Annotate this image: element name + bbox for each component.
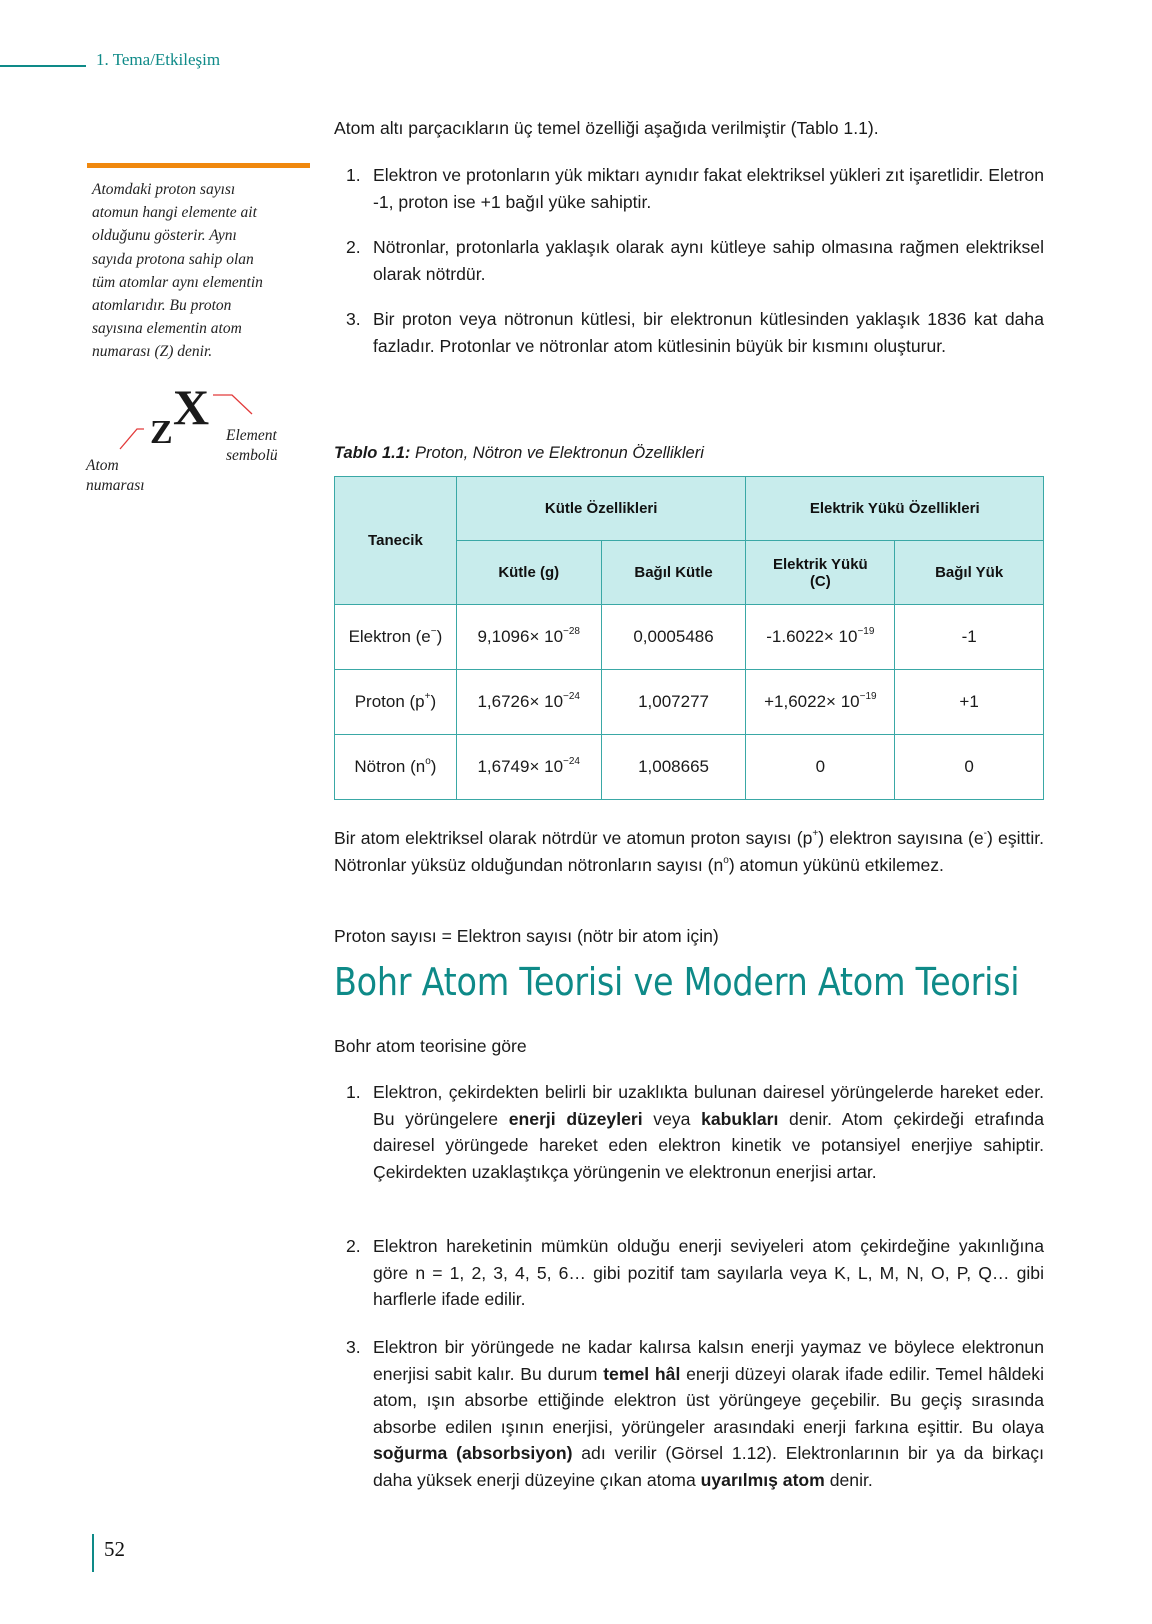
header-relative-charge: Bağıl Yük bbox=[895, 541, 1044, 605]
table-row bbox=[335, 735, 1044, 800]
table-row bbox=[335, 605, 1044, 670]
cell-relative-charge: +1 bbox=[895, 670, 1044, 735]
atomic-number-symbol: Z bbox=[150, 414, 173, 451]
neutral-atom-paragraph: Bir atom elektriksel olarak nötrdür ve atomun proton sayısı (p+) elektron sayısına (e-) eşittir. Nötronlar yüksüz olduğundan nötronların sayısı $(n^o)$ atomun yükünü etkilemez. bbox=[334, 828, 1045, 875]
property-item: 3. Bir proton veya nötronun kütlesi, bir elektronun kütlesinden yaklaşık 1836 kat daha fazladır. Protonlar ve nötronlar atom kütlesinin büyük bir kısmını oluşturur. bbox=[346, 309, 1044, 356]
cell-mass: $9,1096\times 10^{-28}$ bbox=[456, 605, 601, 670]
cell-charge: $-1.6022\times 10^{-19}$ bbox=[746, 605, 895, 670]
header-charge-group: Elektrik Yükü Özellikleri bbox=[746, 477, 1044, 541]
cell-particle: Proton (p+) bbox=[335, 670, 457, 735]
bohr-item: 2. Elektron hareketinin mümkün olduğu enerji seviyeleri atom çekirdeğine yakınlığına göre n = 1, 2, 3, 4, 5, 6… gibi pozitif tam sayılarla veya K, L, M, N, O, P, Q… gibi harflerle ifade edilir. bbox=[346, 1236, 1044, 1310]
cell-relative-charge: 0 bbox=[895, 735, 1044, 800]
bohr-item: 3. Elektron bir yörüngede ne kadar kalırsa kalsın enerji yaymaz ve böylece elektronun enerjisi sabit kalır. Bu durum temel hâl enerji düzeyi olarak ifade edilir. Temel hâldeki atom, ışın absorbe ettiğinde elektron üst yörüngeye geçebilir. Bu geçiş sırasında absorbe edilen ışının enerjisi, yörüngeler arasındaki enerji farkına eşittir. Bu olaya soğurma (absorbsiyon) adı verilir (Görsel 1.12). Elektronlarının bir ya da birkaçı daha yüksek enerji düzeyine çıkan atoma uyarılmış atom denir. bbox=[346, 1337, 1044, 1490]
sidebar-line: sayıda protona sahip olan bbox=[92, 250, 254, 268]
sidebar-line: tüm atomlar aynı elementin bbox=[92, 273, 263, 291]
equation-line: Proton sayısı = Elektron sayısı (nötr bir atom için) bbox=[334, 926, 719, 946]
cell-particle: Elektron (e−) bbox=[335, 605, 457, 670]
table-caption: Tablo 1.1: Proton, Nötron ve Elektronun Özellikleri bbox=[334, 444, 704, 462]
sidebar-accent-bar bbox=[87, 163, 310, 168]
bohr-item: 1. Elektron, çekirdekten belirli bir uzaklıkta bulunan dairesel yörüngelerde hareket eder. Bu yörüngelere enerji düzeyleri veya kabukları denir. Atom çekirdeği etrafında dairesel yörüngede hareket eden elektron kinetik ve potansiyel enerjiye sahiptir. Çekirdekten uzaklaştıkça yörüngenin ve elektronun enerjisi artar. bbox=[346, 1082, 1044, 1182]
header-charge: Elektrik Yükü (C) bbox=[746, 541, 895, 605]
cell-particle: Nötron $(n^o)$ bbox=[335, 735, 457, 800]
atomic-number-label: Atom numarası bbox=[86, 457, 145, 494]
cell-mass: $1,6726\times 10^{-24}$ bbox=[456, 670, 601, 735]
sidebar-line: numarası (Z) denir. bbox=[92, 343, 213, 361]
sidebar-line: olduğunu gösterir. Aynı bbox=[92, 227, 237, 245]
header-particle: Tanecik bbox=[335, 477, 457, 605]
atomic-notation-figure bbox=[80, 380, 320, 500]
footer-rule bbox=[92, 1534, 94, 1572]
cell-relative-mass: 1,008665 bbox=[601, 735, 746, 800]
intro-paragraph: Atom altı parçacıkların üç temel özelliği aşağıda verilmiştir (Tablo 1.1). bbox=[334, 118, 879, 138]
header-mass: Kütle (g) bbox=[456, 541, 601, 605]
element-symbol: X bbox=[173, 379, 210, 435]
element-symbol-label: Element sembolü bbox=[226, 427, 278, 464]
particle-properties-table bbox=[334, 476, 1044, 800]
sidebar-line: sayısına elementin atom bbox=[92, 320, 242, 338]
bohr-intro: Bohr atom teorisine göre bbox=[334, 1036, 527, 1056]
header-relative-mass: Bağıl Kütle bbox=[601, 541, 746, 605]
table-row bbox=[335, 670, 1044, 735]
chapter-title: 1. Tema/Etkileşim bbox=[96, 50, 221, 69]
table-header-row bbox=[335, 477, 1044, 541]
sidebar-line: Atomdaki proton sayısı bbox=[92, 181, 236, 198]
sidebar-line: atomlarıdır. Bu proton bbox=[92, 297, 232, 315]
property-item: 2. Nötronlar, protonlarla yaklaşık olarak aynı kütleye sahip olmasına rağmen elektriksel olarak nötrdür. bbox=[346, 237, 1044, 284]
sidebar-line: atomun hangi elemente ait bbox=[92, 204, 257, 222]
section-heading: Bohr Atom Teorisi ve Modern Atom Teorisi bbox=[334, 960, 1020, 1004]
sidebar-note bbox=[92, 178, 312, 364]
header-mass-group: Kütle Özellikleri bbox=[456, 477, 746, 541]
cell-charge: 0 bbox=[746, 735, 895, 800]
cell-relative-charge: -1 bbox=[895, 605, 1044, 670]
header-rule bbox=[0, 65, 86, 67]
property-item: 1. Elektron ve protonların yük miktarı aynıdır fakat elektriksel yükleri zıt işaretlidir. Eletron -1, proton ise +1 bağıl yüke sahiptir. bbox=[346, 165, 1044, 212]
page-number: 52 bbox=[104, 1537, 125, 1561]
cell-relative-mass: 0,0005486 bbox=[601, 605, 746, 670]
cell-charge: $+1,6022\times 10^{-19}$ bbox=[746, 670, 895, 735]
cell-mass: $1,6749\times 10^{-24}$ bbox=[456, 735, 601, 800]
cell-relative-mass: 1,007277 bbox=[601, 670, 746, 735]
